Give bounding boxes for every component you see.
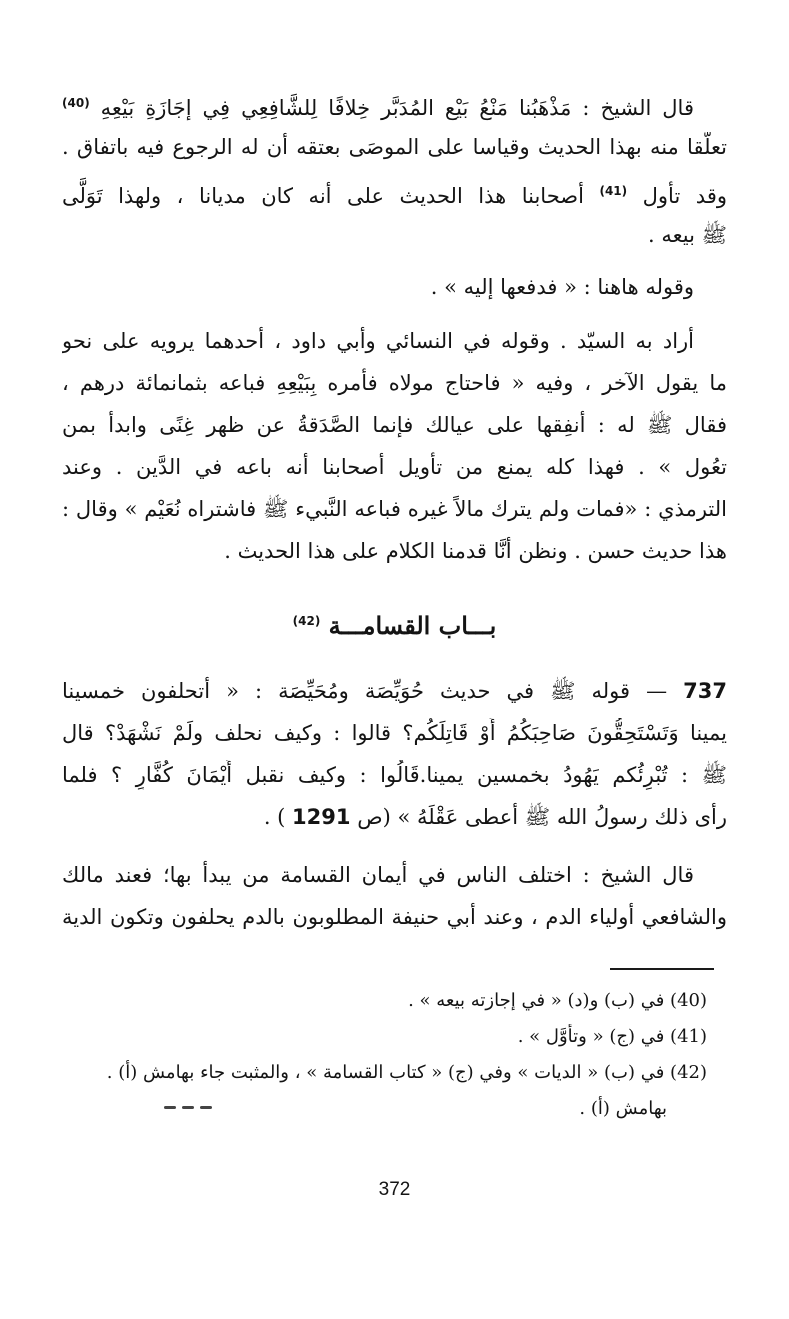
footnote: بهامش (أ) . [579, 1098, 667, 1119]
text-line: هذا حديث حسن . ونظن أنَّا قدمنا الكلام على هذا الحديث . [224, 539, 727, 563]
footnote-ref: (41) [599, 184, 628, 198]
text-line: أراد به السيّد . وقوله في النسائي وأبي داود ، أحدهما يرويه على نحو [62, 329, 694, 353]
entry-number: 737 [683, 679, 727, 703]
page-reference: 1291 [292, 805, 351, 829]
text-line: فقال ﷺ له : أنفِقها على عيالك فإنما الصَّدَقةُ عن ظهر غِنًى وابدأ بمن [62, 413, 727, 437]
text-line: وقوله هاهنا : « فدفعها إليه » . [430, 275, 694, 299]
footnote-ref: (42) [292, 614, 321, 628]
text-line: قال الشيخ : مَذْهَبُنا مَنْعُ بَيْع المُدَبَّر خِلافًا لِلشَّافِعِي فِي إجَازَةِ بَيْعِهِ $^{(40)}$ [62, 96, 694, 120]
page-number: 372 [378, 1179, 411, 1200]
footnote: (41) في (ج) « وتأوَّل » . [517, 1026, 707, 1047]
footnote: (42) في (ب) « الديات » وفي (ج) « كتاب القسامة » ، والمثبت جاء بهامش (أ) . [106, 1062, 707, 1083]
text-line: قال الشيخ : اختلف الناس في أيمان القسامة من يبدأ بها؛ فعند مالك [62, 863, 694, 887]
footnote-ref: (40) [62, 96, 90, 110]
section-heading: بـــاب القسامـــة $^{(42)}$ [292, 611, 497, 640]
footnote: (40) في (ب) و(د) « في إجازته بيعه » . [408, 990, 707, 1011]
text-line: ﷺ : تُبْرِئُكم يَهُودُ بخمسين يمينا.قَالُوا : وكيف نقبل أَيْمَانَ كُفَّارٍ ؟ فلما [62, 763, 727, 787]
text-line: يمينا وَتَسْتَحِقُّونَ صَاحِبَكُمُ أَوْ قَاتِلَكُم؟ قالوا : وكيف نحلف ولَمْ نَشْهَدْ؟ قال [62, 721, 727, 745]
text-line: رأى ذلك رسولُ الله ﷺ أعطى عَقْلَهُ » (ص 1291 ) . [263, 805, 727, 829]
text-line: والشافعي أولياء الدم ، وعند أبي حنيفة المطلوبون بالدم يحلفون وتكون الدية [62, 905, 727, 929]
text-line: 737 — قوله ﷺ في حديث حُوَيِّصَة ومُحَيِّصَة : « أتحلفون خمسينا [62, 679, 727, 703]
text-line: وقد تأول $^{(41)}$ أصحابنا هذا الحديث على أنه كان مديانا ، ولهذا تَوَلَّى [62, 184, 727, 208]
text-line: تعلُّقا منه بهذا الحديث وقياسا على الموصَى بعتقه أن له الرجوع فيه باتفاق . [62, 135, 727, 159]
text-line: ما يقول الآخر ، وفيه « فاحتاج مولاه فأمره بِبَيْعِهِ فباعه بثمانمائة درهم ، [62, 371, 727, 395]
text-line: تعُول » . فهذا كله يمنع من تأويل أصحابنا أنه باعه في الدَّين . وعند [62, 455, 727, 479]
text-line: الترمذي : «فمات ولم يترك مالاً غيره فباعه النَّبيء ﷺ فاشتراه نُعَيْم » وقال : [62, 497, 727, 521]
text-line: ﷺ بيعه . [648, 223, 727, 247]
footnote-separator [610, 968, 714, 970]
